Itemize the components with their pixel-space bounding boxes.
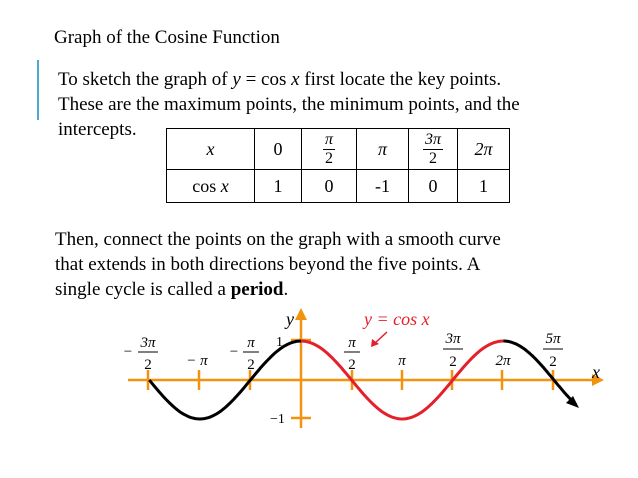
period-term: period (230, 279, 284, 300)
y-axis-label: y (286, 309, 294, 329)
x-cell-0: 0 (255, 129, 302, 170)
slide-title: Graph of the Cosine Function (54, 27, 280, 48)
connect-line-2: that extends in both directions beyond the five points. A (55, 254, 481, 275)
intro-text-end: first locate the key points. (299, 69, 502, 90)
tick-label-num: 3π (140, 335, 156, 351)
x-tick-labels (124, 331, 563, 373)
tick-label-den: 2 (144, 357, 152, 373)
cosine-curve-right-extension (503, 341, 576, 405)
x-cell-2pi: 2π (458, 129, 510, 170)
tick-label-neg-pi: − π (186, 353, 208, 369)
connect-text: single cycle is called a (55, 279, 231, 300)
curve-label-pointer (375, 332, 387, 343)
cos-text: cos (192, 175, 221, 196)
y-tick-label-neg1: −1 (270, 412, 285, 427)
intro-line-2: These are the maximum points, the minimum points, and the (58, 94, 520, 115)
curve-label (362, 309, 430, 329)
tick-label-num: π (247, 335, 255, 351)
y-cell: -1 (357, 170, 409, 203)
frac-num: 3π (424, 130, 441, 148)
tick-label-sign: − (123, 344, 133, 360)
connect-line-1: Then, connect the points on the graph with a smooth curve (55, 229, 501, 250)
connect-period-mark: . (283, 279, 289, 300)
tick-label-num: π (348, 335, 356, 351)
curve-label-text: y = cos x (364, 309, 430, 329)
frac-den: 2 (324, 149, 333, 167)
tick-label-num: 5π (545, 331, 561, 347)
intro-line-3: intercepts. (58, 119, 137, 140)
y-tick-label-1: 1 (276, 335, 283, 350)
y-cell: 1 (458, 170, 510, 203)
y-cell: 1 (255, 170, 302, 203)
var-x: x (291, 69, 300, 90)
tick-label-num: 3π (445, 331, 461, 347)
tick-label-pi: π (398, 353, 406, 369)
var-y: y (232, 69, 241, 90)
frac-den: 2 (428, 149, 437, 167)
x-cell-pi: π (357, 129, 409, 170)
tick-label-den: 2 (247, 357, 255, 373)
intro-eq: = cos (240, 69, 292, 90)
y-axis-arrow (295, 308, 307, 320)
y-cell: 0 (302, 170, 357, 203)
x-axis-label: x (592, 362, 600, 382)
tick-label-2pi: 2π (495, 353, 511, 369)
y-cell: 0 (409, 170, 458, 203)
tick-label-den: 2 (348, 357, 356, 373)
row-label-x: x (167, 129, 255, 170)
var-x: x (220, 175, 229, 196)
tick-label-den: 2 (449, 354, 457, 370)
intro-text: To sketch the graph of (58, 69, 233, 90)
frac-num: π (324, 130, 333, 148)
tick-label-den: 2 (549, 354, 557, 370)
tick-label-sign: − (229, 344, 239, 360)
